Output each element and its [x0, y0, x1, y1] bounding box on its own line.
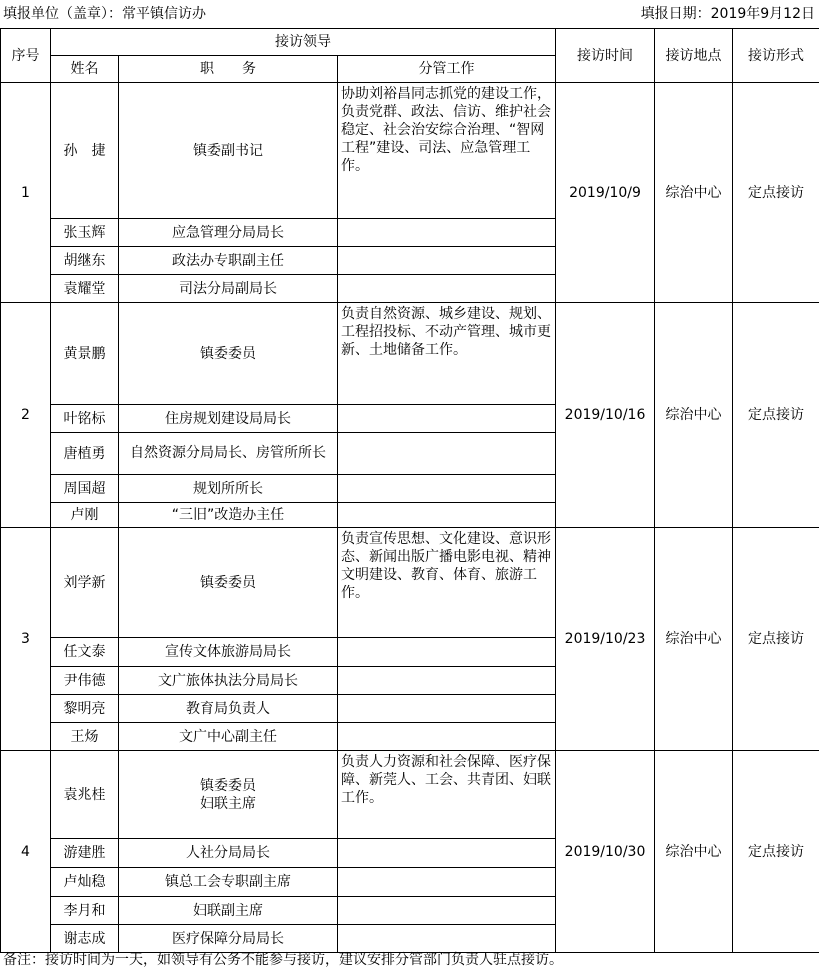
leader-name: 袁耀堂	[51, 275, 119, 303]
leader-name: 袁兆桂	[51, 751, 119, 839]
header-form: 接访形式	[733, 29, 819, 83]
filing-unit: 填报单位（盖章）：常平镇信访办	[3, 6, 206, 22]
duty-empty	[338, 839, 556, 868]
header-seq: 序号	[1, 29, 51, 83]
leader-name: 刘学新	[51, 528, 119, 638]
reception-form: 定点接访	[733, 528, 819, 751]
leader-name: 唐植勇	[51, 433, 119, 475]
duty-empty	[338, 925, 556, 953]
duty-empty	[338, 405, 556, 433]
leader-name: 李月和	[51, 897, 119, 925]
reception-time: 2019/10/16	[556, 303, 655, 528]
leader-position: 镇委副书记	[119, 83, 338, 219]
footer-note: 备注：接访时间为一天，如领导有公务不能参与接访，建议安排分管部门负责人驻点接访。	[3, 952, 563, 968]
reception-time: 2019/10/23	[556, 528, 655, 751]
group-seq: 3	[1, 528, 51, 751]
leader-position: 文广旅体执法分局局长	[119, 667, 338, 695]
leader-position: 司法分局副局长	[119, 275, 338, 303]
leader-position: 规划所所长	[119, 475, 338, 503]
reception-form: 定点接访	[733, 751, 819, 953]
leader-name: 胡继东	[51, 247, 119, 275]
duty-empty	[338, 723, 556, 751]
leader-name: 叶铭标	[51, 405, 119, 433]
leader-name: 孙 捷	[51, 83, 119, 219]
reception-form: 定点接访	[733, 303, 819, 528]
leader-name: 尹伟德	[51, 667, 119, 695]
leader-position: “三旧”改造办主任	[119, 503, 338, 528]
leader-name: 张玉辉	[51, 219, 119, 247]
leader-position: 妇联副主席	[119, 897, 338, 925]
group-seq: 1	[1, 83, 51, 303]
reception-place: 综治中心	[655, 751, 733, 953]
duty-empty	[338, 503, 556, 528]
duty-description: 负责人力资源和社会保障、医疗保障、新莞人、工会、共青团、妇联工作。	[338, 751, 556, 839]
reception-time: 2019/10/30	[556, 751, 655, 953]
reception-time: 2019/10/9	[556, 83, 655, 303]
leader-name: 黄景鹏	[51, 303, 119, 405]
header-position: 职 务	[119, 56, 338, 83]
duty-empty	[338, 897, 556, 925]
leader-position: 住房规划建设局局长	[119, 405, 338, 433]
leader-position-line: 镇委委员	[200, 777, 256, 794]
leader-position: 医疗保障分局局长	[119, 925, 338, 953]
header-place: 接访地点	[655, 29, 733, 83]
leader-position: 人社分局局长	[119, 839, 338, 868]
duty-empty	[338, 667, 556, 695]
leader-name: 卢刚	[51, 503, 119, 528]
leader-position: 镇委委员	[119, 528, 338, 638]
duty-empty	[338, 868, 556, 897]
header-duty: 分管工作	[338, 56, 556, 83]
form-header	[0, 0, 819, 28]
leader-position	[119, 751, 338, 839]
leader-position: 镇委委员	[119, 303, 338, 405]
duty-empty	[338, 247, 556, 275]
duty-description: 负责自然资源、城乡建设、规划、工程招投标、不动产管理、城市更新、土地储备工作。	[338, 303, 556, 405]
leader-position-line: 妇联主席	[200, 795, 256, 812]
leader-position: 教育局负责人	[119, 695, 338, 723]
duty-empty	[338, 219, 556, 247]
duty-empty	[338, 433, 556, 475]
reception-form: 定点接访	[733, 83, 819, 303]
duty-empty	[338, 695, 556, 723]
leader-name: 周国超	[51, 475, 119, 503]
leader-position: 宣传文体旅游局局长	[119, 638, 338, 667]
leader-position: 镇总工会专职副主席	[119, 868, 338, 897]
leader-position: 政法办专职副主任	[119, 247, 338, 275]
header-name: 姓名	[51, 56, 119, 83]
group-seq: 2	[1, 303, 51, 528]
leader-name: 游建胜	[51, 839, 119, 868]
duty-empty	[338, 638, 556, 667]
leader-name: 任文泰	[51, 638, 119, 667]
leader-position: 自然资源分局局长、房管所所长	[119, 433, 338, 475]
leader-name: 王炀	[51, 723, 119, 751]
leader-name: 卢灿稳	[51, 868, 119, 897]
reception-place: 综治中心	[655, 528, 733, 751]
filing-date: 填报日期：2019年9月12日	[640, 6, 815, 22]
reception-place: 综治中心	[655, 83, 733, 303]
leader-position: 文广中心副主任	[119, 723, 338, 751]
leader-position: 应急管理分局局长	[119, 219, 338, 247]
reception-place: 综治中心	[655, 303, 733, 528]
duty-empty	[338, 475, 556, 503]
duty-description: 负责宣传思想、文化建设、意识形态、新闻出版广播电影电视、精神文明建设、教育、体育、旅游工作。	[338, 528, 556, 638]
reception-schedule-table	[0, 28, 819, 953]
duty-empty	[338, 275, 556, 303]
group-seq: 4	[1, 751, 51, 953]
duty-description: 协助刘裕昌同志抓党的建设工作，负责党群、政法、信访、维护社会稳定、社会治安综合治理、“智网工程”建设、司法、应急管理工作。	[338, 83, 556, 219]
header-leaders: 接访领导	[51, 29, 556, 56]
leader-name: 黎明亮	[51, 695, 119, 723]
header-time: 接访时间	[556, 29, 655, 83]
leader-name: 谢志成	[51, 925, 119, 953]
